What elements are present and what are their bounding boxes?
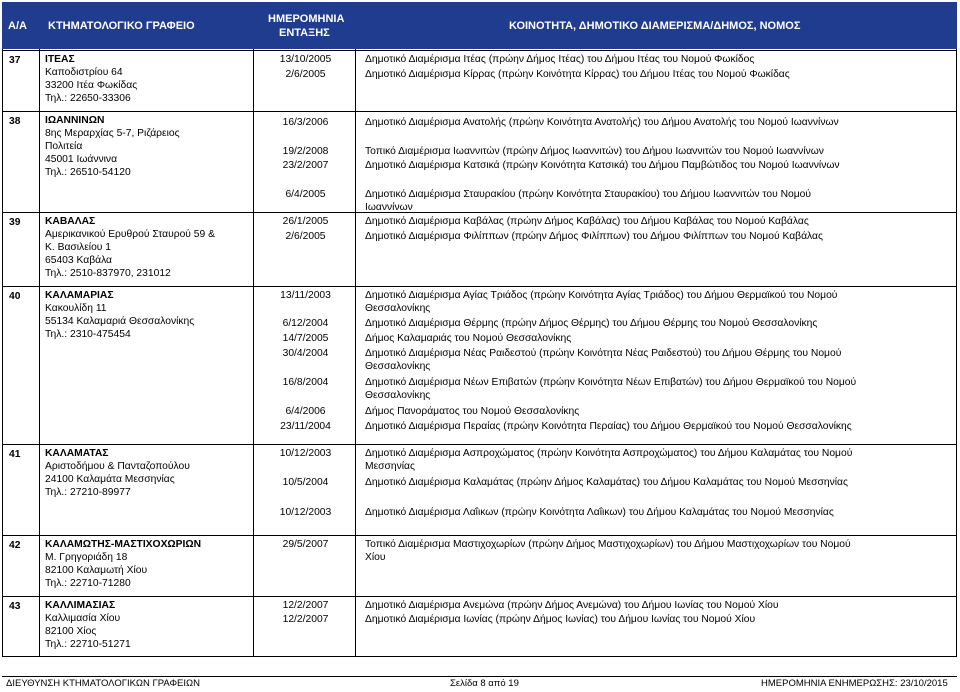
office-name: ΚΑΛΑΜΑΡΙΑΣ [45, 290, 114, 301]
office-phone: Τηλ.: 22650-33306 [45, 93, 131, 104]
entry-date: 2/6/2005 [285, 69, 326, 80]
office-name: ΙΤΕΑΣ [45, 54, 75, 65]
entry-description: Δημοτικό Διαμέρισμα Ανατολής (πρώην Κοινότητα Ανατολής) του Δήμου Ανατολής του Νομού Ιωαννίνων [365, 117, 839, 128]
office-address: Αριστοδήμου & Πανταζοπούλου [45, 461, 190, 472]
entry-description: Δημοτικό Διαμέρισμα Φιλίππων (πρώην Δήμος Φιλίππων) του Δήμου Φιλίππων του Νομού Καβάλας [365, 231, 823, 242]
office-phone: Τηλ.: 2510-837970, 231012 [45, 268, 171, 279]
update-date: ΗΜΕΡΟΜΗΝΙΑ ΕΝΗΜΕΡΩΣΗΣ: 23/10/2015 [761, 678, 948, 689]
office-info [45, 447, 250, 499]
office-phone: Τηλ.: 22710-71280 [45, 578, 131, 589]
row-number: 40 [9, 291, 21, 302]
entry-date: 19/2/2008 [282, 146, 329, 157]
row-number: 39 [9, 217, 21, 228]
entry-description: Δημοτικό Διαμέρισμα Αγίας Τριάδος (πρώην Κοινότητα Αγίας Τριάδος) του Δήμου Θερμαϊκού του Νομού Θεσσαλονίκης [365, 290, 838, 314]
office-city: 24100 Καλαμάτα Μεσσηνίας [45, 474, 175, 485]
office-address: 8ης Μεραρχίας 5-7, Ριζάρειος [45, 128, 180, 139]
entry-description: Δημοτικό Διαμέρισμα Ιωνίας (πρώην Δήμος Ιωνίας) του Δήμου Ιωνίας του Νομού Χίου [365, 614, 756, 625]
entry-date: 13/11/2003 [280, 290, 331, 301]
entry-date: 16/8/2004 [282, 377, 329, 388]
entry-date: 23/11/2004 [280, 421, 331, 432]
office-address: Καλλιμασία Χίου [45, 613, 121, 624]
entry-description: Δημοτικό Διαμέρισμα Ανεμώνα (πρώην Δήμος Ανεμώνα) του Δήμου Ιωνίας του Νομού Χίου [365, 600, 779, 611]
entry-description: Δημοτικό Διαμέρισμα Νέας Ραιδεστού (πρώην Κοινότητα Νέας Ραιδεστού) του Δήμου Θέρμης του Νομού Θεσσαλονίκης [365, 348, 842, 372]
table-row [3, 50, 956, 116]
table-row [3, 286, 956, 446]
office-phone: Τηλ.: 26510-54120 [45, 167, 131, 178]
office-address: Αμερικανικού Ερυθρού Σταυρού 59 & [45, 229, 215, 240]
entry-date: 6/4/2006 [285, 406, 326, 417]
entry-date: 14/7/2005 [282, 333, 329, 344]
row-number: 37 [9, 55, 21, 66]
entry-date: 2/6/2005 [285, 231, 326, 242]
entry-description: Τοπικό Διαμέρισμα Μαστιχοχωρίων (πρώην Δήμος Μαστιχοχωρίων) του Δήμου Μαστιχοχωρίων του Νομού Χίου [365, 539, 851, 563]
column-header-community: ΚΟΙΝΟΤΗΤΑ, ΔΗΜΟΤΙΚΟ ΔΙΑΜΕΡΙΣΜΑ/ΔΗΜΟΣ, ΝΟΜΟΣ [509, 20, 801, 32]
table-row [3, 596, 956, 658]
office-info [45, 538, 250, 590]
office-name: ΚΑΒΑΛΑΣ [45, 216, 96, 227]
table-row [3, 212, 956, 287]
office-name: ΙΩΑΝΝΙΝΩΝ [45, 115, 105, 126]
entry-date: 10/12/2003 [279, 507, 332, 518]
office-info [45, 215, 250, 280]
office-name: ΚΑΛΑΜΩΤΗΣ-ΜΑΣΤΙΧΟΧΩΡΙΩΝ [45, 539, 202, 550]
office-city: 82100 Χίος [45, 626, 97, 637]
entry-date: 10/5/2004 [282, 477, 329, 488]
office-address-line2: Πολιτεία [45, 141, 83, 152]
entry-description: Δημοτικό Διαμέρισμα Θέρμης (πρώην Δήμος Θέρμης) του Δήμου Θέρμης του Νομού Θεσσαλονίκης [365, 318, 818, 329]
entry-date: 6/4/2005 [285, 189, 326, 200]
page-footer [0, 678, 960, 692]
office-phone: Τηλ.: 2310-475454 [45, 329, 131, 340]
office-address: Μ. Γρηγοριάδη 18 [45, 552, 128, 563]
entry-date: 26/1/2005 [282, 216, 329, 227]
column-header-date-line1: ΗΜΕΡΟΜΗΝΙΑ [268, 13, 345, 25]
entry-description: Δημοτικό Διαμέρισμα Ασπροχώματος (πρώην Κοινότητα Ασπροχώματος) του Δήμου Καλαμάτας του Νομού Μεσσηνίας [365, 448, 853, 472]
column-header-office: ΚΤΗΜΑΤΟΛΟΓΙΚΟ ΓΡΑΦΕΙΟ [48, 20, 195, 32]
office-address: Κακουλίδη 11 [45, 303, 107, 314]
office-info [45, 53, 250, 105]
office-city: 55134 Καλαμαριά Θεσσαλονίκης [45, 316, 195, 327]
column-header-date-line2: ΕΝΤΑΞΗΣ [279, 27, 330, 39]
entry-date: 6/12/2004 [282, 318, 329, 329]
table-row [3, 111, 956, 214]
entry-description: Δημοτικό Διαμέρισμα Σταυρακίου (πρώην Κοινότητα Σταυρακίου) του Δήμου Ιωαννιτών του Νομού Ιωαννίνων [365, 189, 812, 213]
entry-description: Δημοτικό Διαμέρισμα Νέων Επιβατών (πρώην Κοινότητα Νέων Επιβατών) του Δήμου Θερμαϊκού του Νομού Θεσσαλονίκης [365, 377, 857, 401]
office-name: ΚΑΛΑΜΑΤΑΣ [45, 448, 109, 459]
entry-description: Δημοτικό Διαμέρισμα Ιτέας (πρώην Δήμος Ιτέας) του Δήμου Ιτέας του Νομού Φωκίδος [365, 54, 755, 65]
entry-description: Δήμος Πανοράματος του Νομού Θεσσαλονίκης [365, 406, 580, 417]
row-number: 38 [9, 116, 21, 127]
entry-description: Δημοτικό Διαμέρισμα Κατσικά (πρώην Κοινότητα Κατσικά) του Δήμου Παμβώτιδος του Νομού Ιωαννίνων [365, 160, 840, 171]
entry-description: Δημοτικό Διαμέρισμα Λαΐικων (πρώην Κοινότητα Λαΐικων) του Δήμου Καλαμάτας του Νομού Μεσσηνίας [365, 507, 834, 518]
entry-date: 30/4/2004 [282, 348, 329, 359]
column-header-aa: Α/Α [8, 20, 27, 32]
footer-department: ΔΙΕΥΘΥΝΣΗ ΚΤΗΜΑΤΟΛΟΓΙΚΩΝ ΓΡΑΦΕΙΩΝ [6, 678, 200, 689]
entry-date: 12/2/2007 [282, 614, 329, 625]
office-address: Καποδιστρίου 64 [45, 67, 123, 78]
entry-date: 23/2/2007 [282, 160, 329, 171]
entry-date: 10/12/2003 [279, 448, 332, 459]
page-number: Σελίδα 8 από 19 [450, 678, 519, 689]
row-number: 41 [9, 449, 21, 460]
table-row [3, 535, 956, 598]
row-number: 42 [9, 540, 21, 551]
office-address-line2: Κ. Βασιλείου 1 [45, 242, 112, 253]
entry-description: Δήμος Καλαμαριάς του Νομού Θεσσαλονίκης [365, 333, 572, 344]
office-info [45, 114, 250, 179]
entry-date: 13/10/2005 [279, 54, 332, 65]
office-city: 45001 Ιωάννινα [45, 154, 118, 165]
office-phone: Τηλ.: 22710-51271 [45, 639, 131, 650]
office-city: 65403 Καβάλα [45, 255, 113, 266]
office-name: ΚΑΛΛΙΜΑΣΙΑΣ [45, 600, 116, 611]
entry-date: 16/3/2006 [282, 117, 329, 128]
entry-date: 12/2/2007 [282, 600, 329, 611]
office-city: 33200 Ιτέα Φωκίδας [45, 80, 138, 91]
office-phone: Τηλ.: 27210-89977 [45, 487, 131, 498]
entry-description: Δημοτικό Διαμέρισμα Καλαμάτας (πρώην Δήμος Καλαμάτας) του Δήμου Καλαμάτας του Νομού Μεσσηνίας [365, 477, 848, 488]
row-number: 43 [9, 601, 21, 612]
office-city: 82100 Καλαμωτή Χίου [45, 565, 148, 576]
entry-date: 29/5/2007 [282, 539, 329, 550]
table-header [2, 2, 957, 49]
entry-description: Δημοτικό Διαμέρισμα Κίρρας (πρώην Κοινότητα Κίρρας) του Δήμου Ιτέας του Νομού Φωκίδας [365, 69, 790, 80]
office-info [45, 599, 250, 651]
entry-description: Δημοτικό Διαμέρισμα Περαίας (πρώην Κοινότητα Περαίας) του Δήμου Θερμαϊκού του Νομού Θεσσαλονίκης [365, 421, 852, 432]
footer-divider [2, 676, 957, 677]
entry-description: Δημοτικό Διαμέρισμα Καβάλας (πρώην Δήμος Καβάλας) του Δήμου Καβάλας του Νομού Καβάλας [365, 216, 809, 227]
table-row [3, 444, 956, 537]
entry-description: Τοπικό Διαμέρισμα Ιωαννιτών (πρώην Δήμος Ιωαννιτών) του Δήμου Ιωαννιτών του Νομού Ιωαννίνων [365, 146, 824, 157]
office-info [45, 289, 250, 341]
